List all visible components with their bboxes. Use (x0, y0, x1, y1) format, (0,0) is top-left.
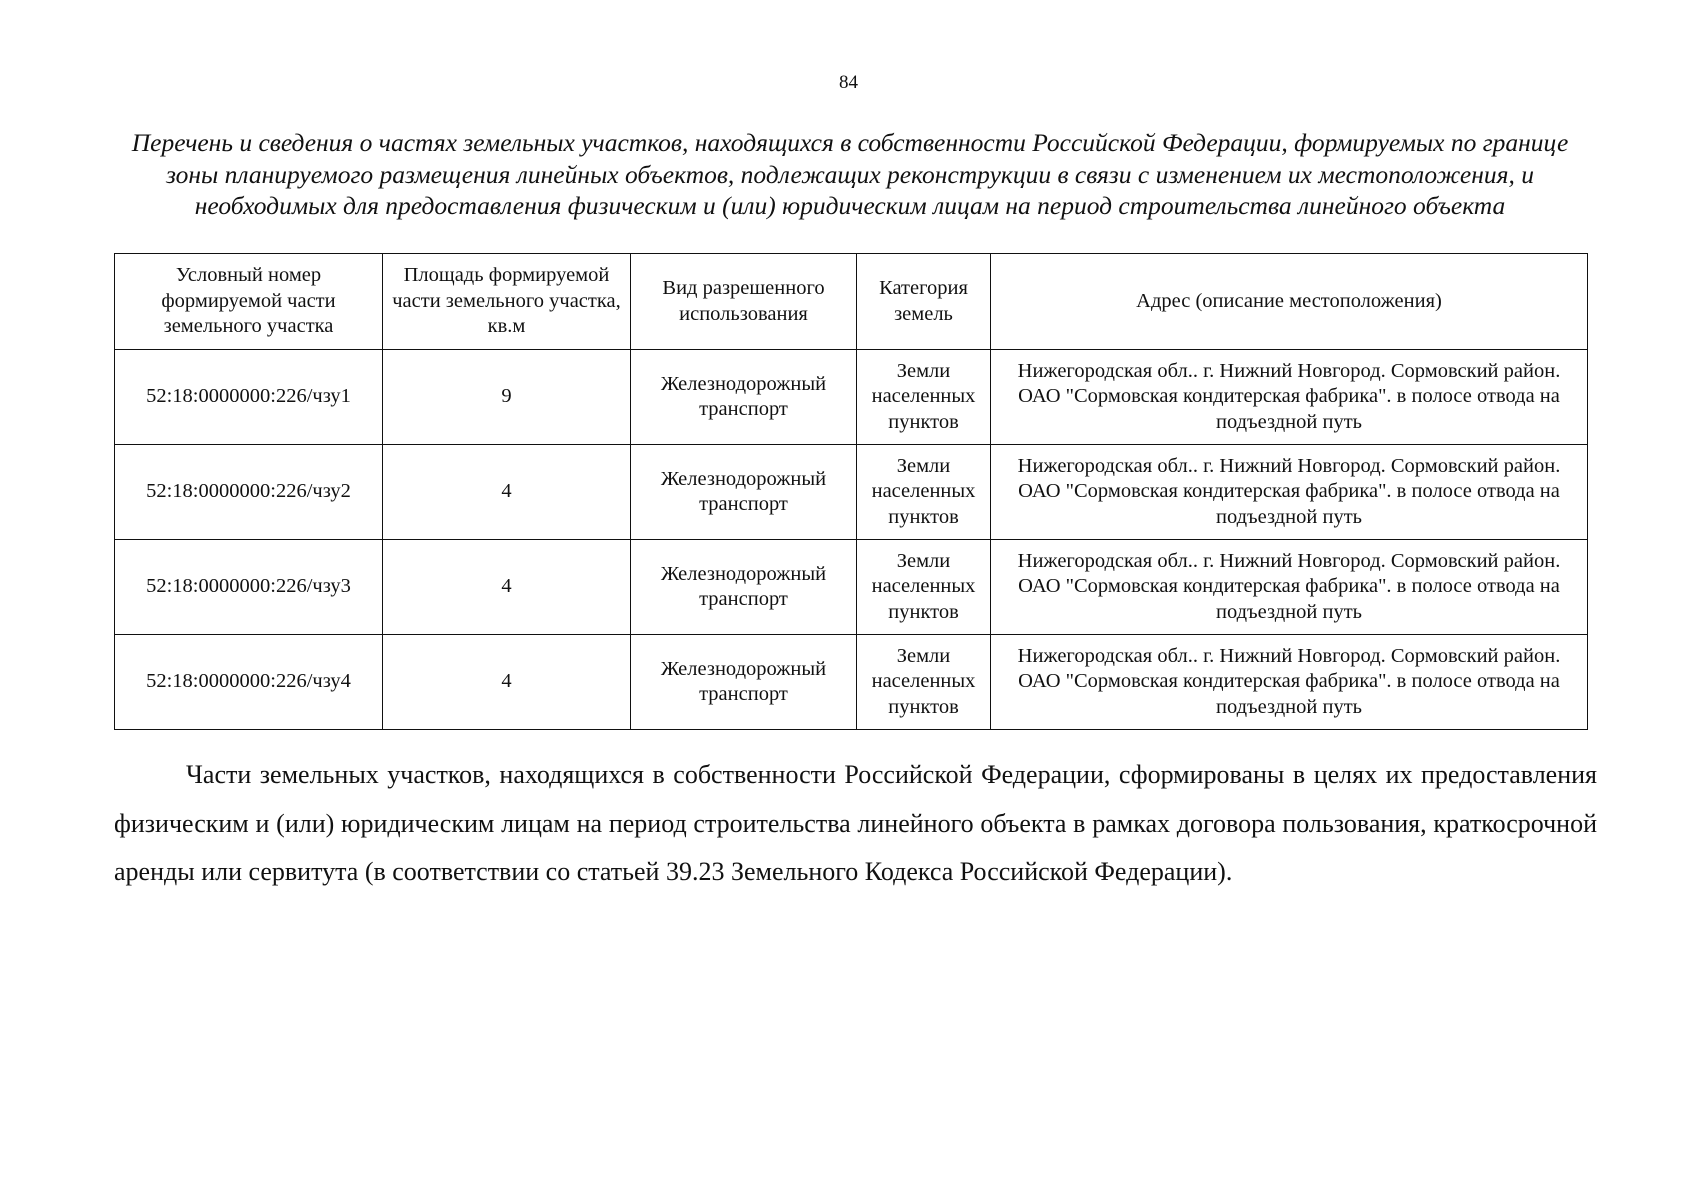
cell-number: 52:18:0000000:226/чзу4 (115, 635, 383, 730)
cell-use: Железнодорожный транспорт (631, 635, 857, 730)
cell-area: 4 (383, 540, 631, 635)
cell-use: Железнодорожный транспорт (631, 540, 857, 635)
page-number: 84 (839, 72, 858, 93)
cell-category: Земли населенных пунктов (857, 540, 991, 635)
table-row (115, 635, 1588, 730)
cell-area: 9 (383, 350, 631, 445)
cell-address: Нижегородская обл.. г. Нижний Новгород. Сормовский район. ОАО "Сормовская кондитерская фабрика". в полосе отвода на подъездной путь (991, 350, 1588, 445)
cell-number: 52:18:0000000:226/чзу3 (115, 540, 383, 635)
body-paragraph: Части земельных участков, находящихся в собственности Российской Федерации, сформированы в целях их предоставления физическим и (или) юридическим лицам на период строительства линейного объекта в рамках договора пользования, краткосрочной аренды или сервитута (в соответствии со статьей 39.23 Земельного Кодекса Российской Федерации). (114, 760, 1597, 886)
header-area: Площадь формируемой части земельного участка, кв.м (383, 254, 631, 350)
cell-area: 4 (383, 635, 631, 730)
cell-use: Железнодорожный транспорт (631, 350, 857, 445)
cell-category: Земли населенных пунктов (857, 350, 991, 445)
cell-category: Земли населенных пунктов (857, 635, 991, 730)
cell-number: 52:18:0000000:226/чзу1 (115, 350, 383, 445)
header-address: Адрес (описание местоположения) (991, 254, 1588, 350)
cell-address: Нижегородская обл.. г. Нижний Новгород. Сормовский район. ОАО "Сормовская кондитерская фабрика". в полосе отвода на подъездной путь (991, 445, 1588, 540)
cell-address: Нижегородская обл.. г. Нижний Новгород. Сормовский район. ОАО "Сормовская кондитерская фабрика". в полосе отвода на подъездной путь (991, 635, 1588, 730)
table-body (115, 350, 1588, 730)
cell-area: 4 (383, 445, 631, 540)
header-use: Вид разрешенного использования (631, 254, 857, 350)
document-title: Перечень и сведения о частях земельных участков, находящихся в собственности Российской Федерации, формируемых по границе зоны планируемого размещения линейных объектов, подлежащих реконструкции в связи с изменением их местоположения, и необходимых для предоставления физическим и (или) юридическим лицам на период строительства линейного объекта (131, 128, 1569, 220)
parcels-table (114, 253, 1588, 730)
table-row (115, 540, 1588, 635)
table-header (115, 254, 1588, 350)
cell-category: Земли населенных пунктов (857, 445, 991, 540)
cell-address: Нижегородская обл.. г. Нижний Новгород. Сормовский район. ОАО "Сормовская кондитерская фабрика". в полосе отвода на подъездной путь (991, 540, 1588, 635)
cell-number: 52:18:0000000:226/чзу2 (115, 445, 383, 540)
header-number: Условный номер формируемой части земельного участка (115, 254, 383, 350)
cell-use: Железнодорожный транспорт (631, 445, 857, 540)
header-category: Категория земель (857, 254, 991, 350)
header-row (115, 254, 1588, 350)
table-row (115, 445, 1588, 540)
table-row (115, 350, 1588, 445)
